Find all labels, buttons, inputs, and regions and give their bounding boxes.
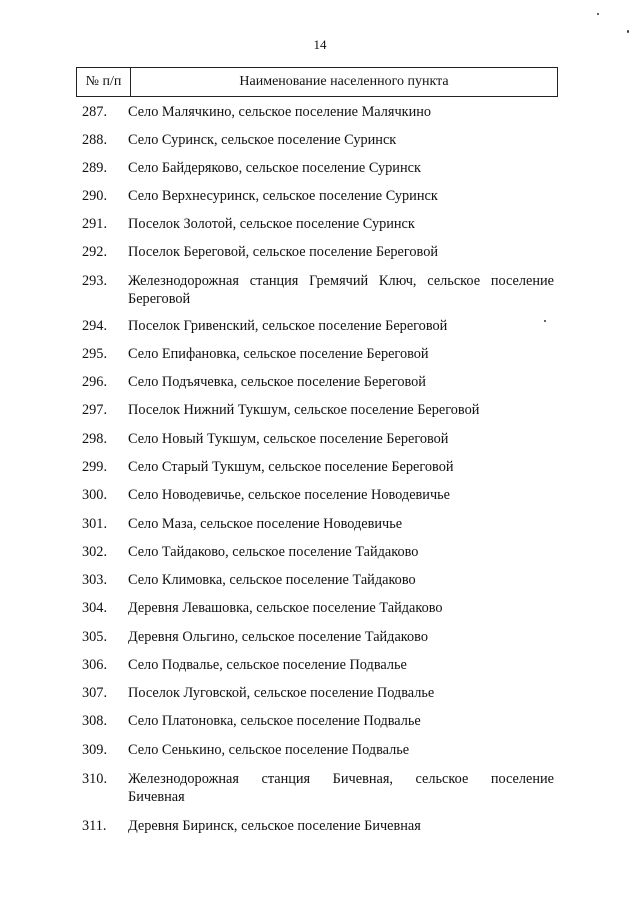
- settlement-name: Деревня Ольгино, сельское поселение Тайдаково: [128, 629, 428, 645]
- row-number: 303.: [82, 572, 108, 588]
- table-header: [76, 67, 558, 97]
- row-number: 310.: [82, 771, 108, 787]
- settlement-name-line-2: Бичевная: [128, 789, 185, 805]
- settlement-name: Поселок Золотой, сельское поселение Суринск: [128, 216, 415, 232]
- settlement-name: Село Новодевичье, сельское поселение Новодевичье: [128, 487, 450, 503]
- row-number: 306.: [82, 657, 108, 673]
- settlement-name: Село Подъячевка, сельское поселение Береговой: [128, 374, 426, 390]
- row-number: 311.: [82, 818, 107, 834]
- row-number: 291.: [82, 216, 108, 232]
- header-name-column: Наименование населенного пункта: [239, 74, 449, 89]
- settlement-name: Село Старый Тукшум, сельское поселение Береговой: [128, 459, 454, 475]
- row-number: 298.: [82, 431, 108, 447]
- row-number: 296.: [82, 374, 108, 390]
- settlement-name-line-2: Береговой: [128, 291, 191, 307]
- row-number: 289.: [82, 160, 108, 176]
- row-number: 308.: [82, 713, 108, 729]
- settlement-name: Село Маза, сельское поселение Новодевичье: [128, 516, 403, 532]
- settlement-name: Село Байдеряково, сельское поселение Суринск: [128, 160, 421, 176]
- row-number: 292.: [82, 244, 108, 260]
- row-number: 287.: [82, 104, 108, 120]
- row-number: 299.: [82, 459, 108, 475]
- settlement-name-line-1: Железнодорожная станция Гремячий Ключ, сельское поселение: [128, 273, 554, 289]
- page-number: 14: [313, 37, 327, 52]
- row-number: 307.: [82, 685, 108, 701]
- settlement-name: Село Верхнесуринск, сельское поселение Суринск: [128, 188, 438, 204]
- settlement-name: Село Климовка, сельское поселение Тайдаково: [128, 572, 416, 588]
- settlement-name: [128, 272, 554, 308]
- row-number: 301.: [82, 516, 108, 532]
- settlement-name: Поселок Нижний Тукшум, сельское поселение Береговой: [128, 402, 480, 418]
- row-number: 300.: [82, 487, 108, 503]
- scan-speck: [627, 30, 629, 33]
- settlement-name: Село Суринск, сельское поселение Суринск: [128, 132, 397, 148]
- settlement-name: Село Малячкино, сельское поселение Малячкино: [128, 104, 432, 120]
- row-number: 297.: [82, 402, 108, 418]
- row-number: 302.: [82, 544, 108, 560]
- header-number-column: № п/п: [77, 68, 131, 96]
- settlement-name: Село Сенькино, сельское поселение Подвалье: [128, 742, 410, 758]
- scan-speck: [597, 13, 599, 15]
- settlement-name: Село Новый Тукшум, сельское поселение Береговой: [128, 431, 449, 447]
- row-number: 293.: [82, 273, 108, 289]
- settlement-name: Село Тайдаково, сельское поселение Тайдаково: [128, 544, 419, 560]
- row-number: 309.: [82, 742, 108, 758]
- row-number: 295.: [82, 346, 108, 362]
- row-number: 288.: [82, 132, 108, 148]
- settlement-name: Поселок Гривенский, сельское поселение Береговой: [128, 318, 448, 334]
- row-number: 290.: [82, 188, 108, 204]
- row-number: 294.: [82, 318, 108, 334]
- scan-speck: [544, 320, 546, 322]
- settlement-name: Село Епифановка, сельское поселение Береговой: [128, 346, 429, 362]
- row-number: 304.: [82, 600, 108, 616]
- settlement-name: Поселок Береговой, сельское поселение Береговой: [128, 244, 439, 260]
- settlement-name: Село Подвалье, сельское поселение Подвалье: [128, 657, 407, 673]
- row-number: 305.: [82, 629, 108, 645]
- settlement-name: Село Платоновка, сельское поселение Подвалье: [128, 713, 421, 729]
- settlement-name: Поселок Луговской, сельское поселение Подвалье: [128, 685, 435, 701]
- settlement-name: Деревня Биринск, сельское поселение Бичевная: [128, 818, 421, 834]
- settlement-name: Деревня Левашовка, сельское поселение Тайдаково: [128, 600, 443, 616]
- settlement-name: [128, 770, 554, 806]
- settlement-name-line-1: Железнодорожная станция Бичевная, сельское поселение: [128, 771, 554, 787]
